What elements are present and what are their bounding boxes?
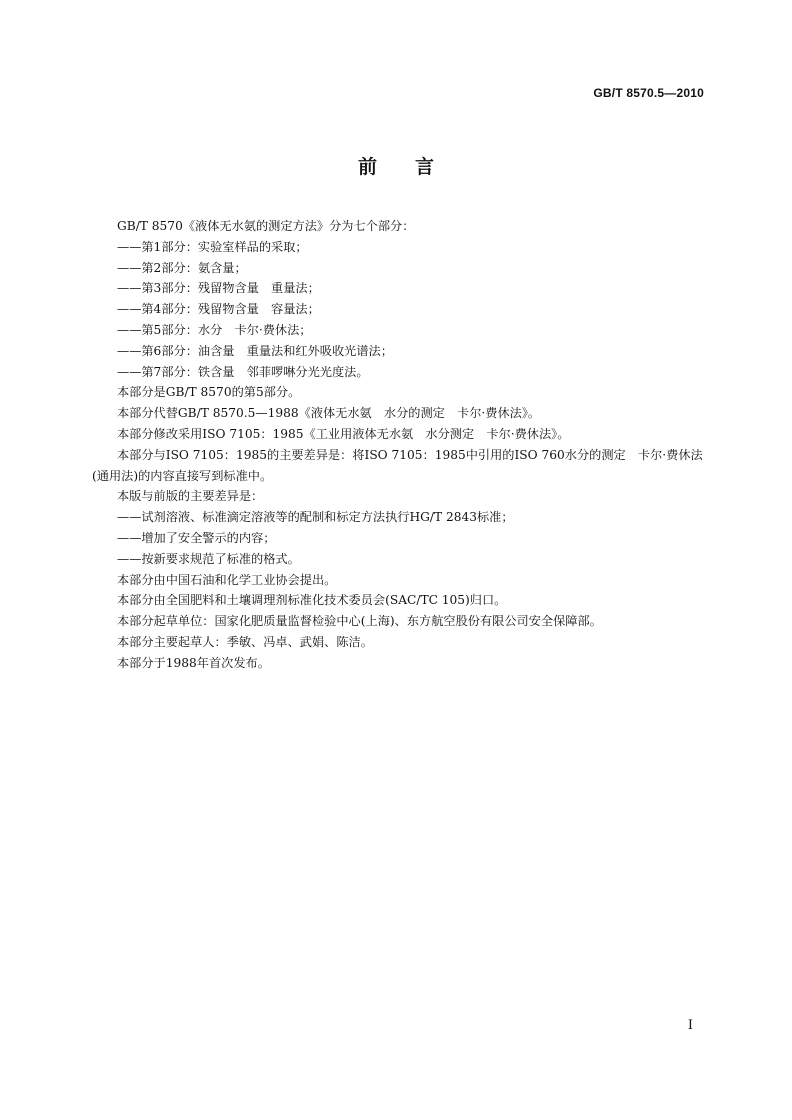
list-item-part-6: ——第6部分：油含量 重量法和红外吸收光谱法； <box>117 343 393 358</box>
list-item-difference-2: ——增加了安全警示的内容； <box>117 530 276 545</box>
paragraph-version-differences: 本版与前版的主要差异是： <box>117 489 264 504</box>
page-title: 前言 <box>357 156 472 178</box>
page-number: I <box>687 1018 693 1033</box>
paragraph-this-part: 本部分是GB/T 8570的第5部分。 <box>117 385 301 400</box>
standard-number: GB/T 8570.5—2010 <box>593 86 704 100</box>
paragraph-iso-differences: 本部分与ISO 7105：1985的主要差异是：将ISO 7105：1985中引用的ISO 760水分的测定 卡尔·费休法(通用法)的内容直接写到标准中。 <box>92 447 703 483</box>
list-item-part-2: ——第2部分：氨含量； <box>117 260 247 275</box>
document-body <box>92 216 712 674</box>
paragraph-administered-by: 本部分由全国肥料和土壤调理剂标准化技术委员会(SAC/TC 105)归口。 <box>117 593 507 608</box>
paragraph-drafters: 本部分主要起草人：季敏、冯卓、武娟、陈洁。 <box>117 634 373 649</box>
list-item-difference-1: ——试剂溶液、标准滴定溶液等的配制和标定方法执行HG/T 2843标准； <box>117 510 514 525</box>
list-item-part-1: ——第1部分：实验室样品的采取； <box>117 239 308 254</box>
list-item-part-5: ——第5部分：水分 卡尔·费休法； <box>117 322 312 337</box>
paragraph-replaces: 本部分代替GB/T 8570.5—1988《液体无水氨 水分的测定 卡尔·费休法》。 <box>117 406 541 421</box>
paragraph-intro: GB/T 8570《液体无水氨的测定方法》分为七个部分： <box>117 219 415 233</box>
list-item-part-3: ——第3部分：残留物含量 重量法； <box>117 281 320 296</box>
paragraph-first-issued: 本部分于1988年首次发布。 <box>117 655 270 670</box>
list-item-difference-3: ——按新要求规范了标准的格式。 <box>117 551 300 566</box>
list-item-part-7: ——第7部分：铁含量 邻菲啰啉分光光度法。 <box>117 364 369 379</box>
list-item-part-4: ——第4部分：残留物含量 容量法； <box>117 302 320 317</box>
paragraph-drafting-units: 本部分起草单位：国家化肥质量监督检验中心(上海)、东方航空股份有限公司安全保障部。 <box>117 614 602 629</box>
paragraph-modified-adoption: 本部分修改采用ISO 7105：1985《工业用液体无水氨 水分测定 卡尔·费休法》。 <box>117 426 570 441</box>
paragraph-proposed-by: 本部分由中国石油和化学工业协会提出。 <box>117 572 337 587</box>
